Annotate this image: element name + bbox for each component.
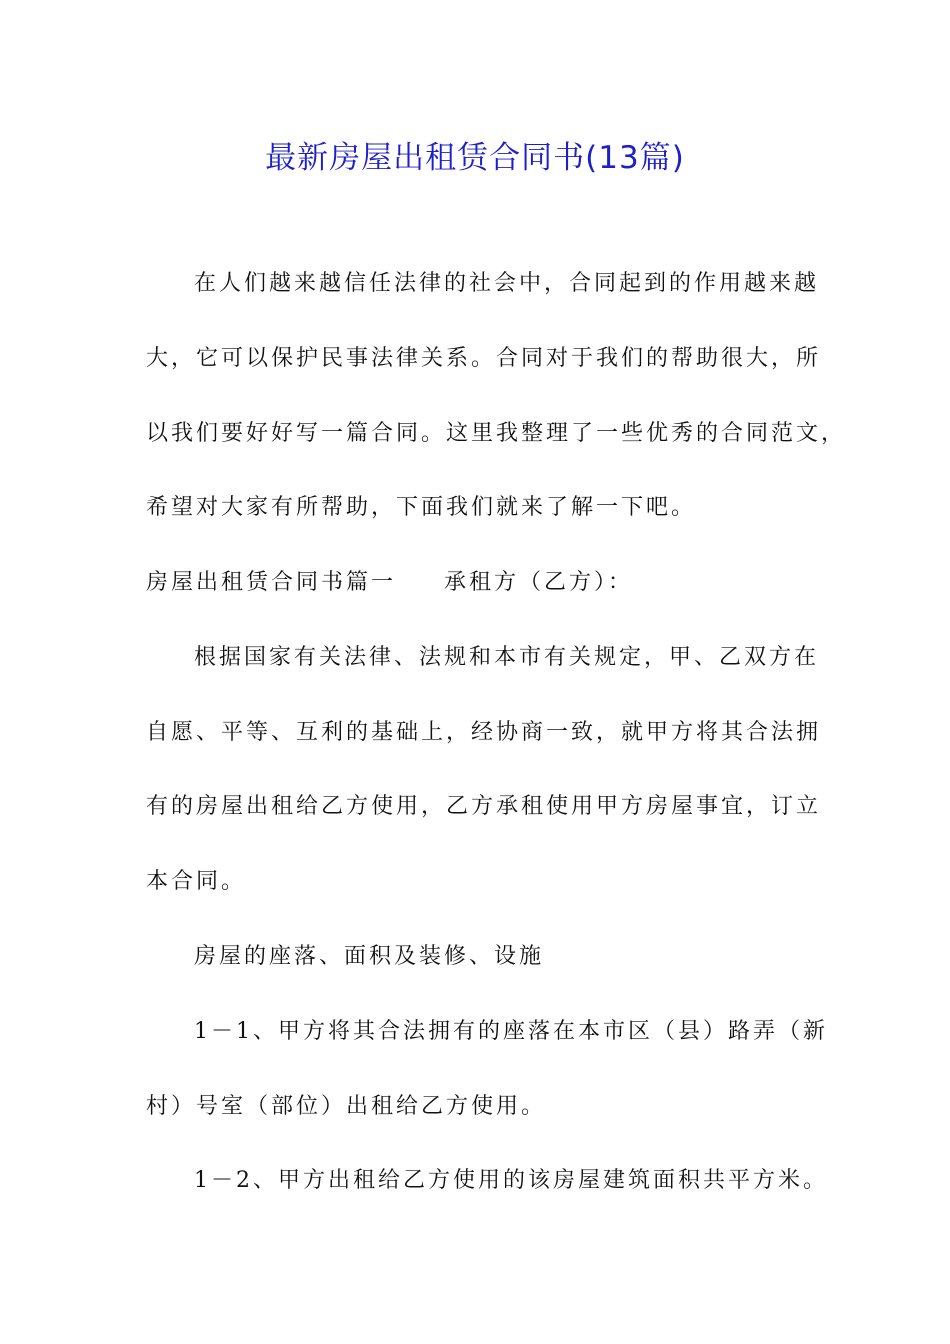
paragraph-line: 在人们越来越信任法律的社会中，合同起到的作用越来越 — [194, 271, 820, 296]
section-heading-line — [146, 567, 633, 599]
subsection-heading: 房屋的座落、面积及装修、设施 — [194, 944, 545, 969]
paragraph-line: 有的房屋出租给乙方使用，乙方承租使用甲方房屋事宜，订立 — [146, 794, 822, 819]
paragraph-line: 自愿、平等、互利的基础上，经协商一致，就甲方将其合法拥 — [146, 720, 822, 745]
lessee-label: 承租方（乙方）： — [444, 570, 634, 595]
paragraph-line: 希望对大家有所帮助，下面我们就来了解一下吧。 — [146, 495, 697, 520]
paragraph-line: 根据国家有关法律、法规和本市有关规定，甲、乙双方在 — [194, 645, 820, 670]
paragraph-line: 以我们要好好写一篇合同。这里我整理了一些优秀的合同范文， — [146, 421, 847, 446]
section-heading: 房屋出租赁合同书篇一 — [146, 570, 397, 595]
clause-line: 1－1、甲方将其合法拥有的座落在本市区（县）路弄（新 — [194, 1019, 828, 1044]
clause-line: 村）号室（部位）出租给乙方使用。 — [146, 1094, 547, 1119]
paragraph-line: 大，它可以保护民事法律关系。合同对于我们的帮助很大，所 — [146, 346, 822, 371]
document-title: 最新房屋出租赁合同书(13篇) — [265, 140, 685, 176]
clause-line: 1－2、甲方出租给乙方使用的该房屋建筑面积共平方米。 — [194, 1168, 828, 1193]
paragraph-line: 本合同。 — [146, 869, 247, 894]
